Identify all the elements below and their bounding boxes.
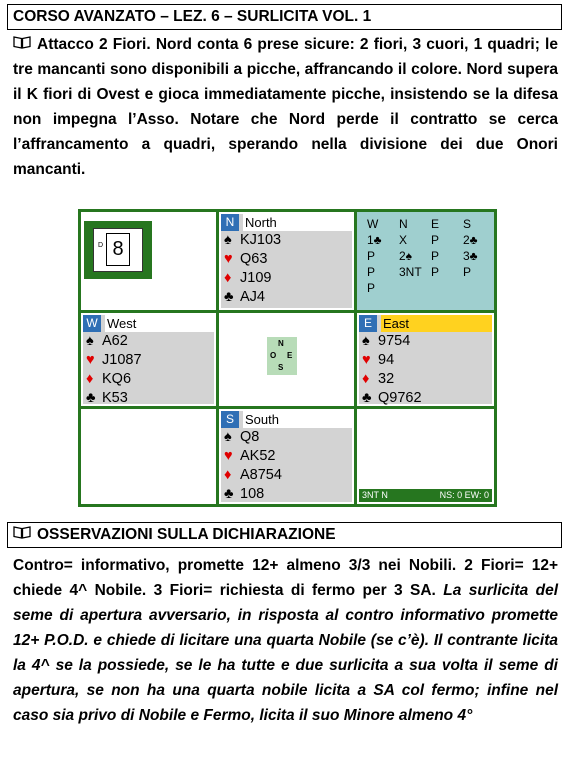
south-diamonds: ♦ A8754 (224, 467, 282, 483)
diamond-icon: ♦ (86, 371, 94, 387)
heart-icon: ♥ (362, 352, 371, 368)
north-clubs: ♣ AJ4 (224, 289, 265, 305)
north-position-badge: N (221, 214, 239, 231)
south-clubs: ♣ 108 (224, 486, 265, 502)
score-label: NS: 0 EW: 0 (439, 490, 489, 500)
open-book-icon (13, 523, 33, 547)
south-hand (221, 411, 352, 502)
south-spades: ♠ Q8 (224, 429, 260, 445)
north-hand-cell (219, 212, 354, 310)
south-hand-cell (219, 409, 354, 504)
east-name: East (381, 315, 492, 332)
east-hand-cell (357, 313, 494, 406)
diamond-icon: ♦ (224, 270, 232, 286)
contract-label: 3NT N (362, 490, 388, 500)
bidding-notes-italic: La surlicita del seme di apertura avversario, in risposta al contro informativo promette 12+ P.O.D. e chiede di licitare una quarta Nobile (se c’è). Il contrante licita la 4^ se la possiede, se le ha tutte e due surlicita a sua volta il seme di apertura, se non ha una quarta nobile licita a SA col fermo; infine nel caso sia privo di Nobile e Fermo, licita il suo Minore almeno 4° (13, 582, 559, 724)
north-name: North (243, 214, 352, 231)
heart-icon: ♥ (224, 448, 233, 464)
east-clubs: ♣ Q9762 (362, 390, 422, 406)
bidding-notes (13, 553, 558, 728)
south-hearts: ♥ AK52 (224, 448, 276, 464)
west-diamonds: ♦ KQ6 (86, 371, 132, 387)
club-icon: ♣ (362, 390, 372, 406)
club-icon: ♣ (224, 486, 234, 502)
lesson-title: CORSO AVANZATO – LEZ. 6 – SURLICITA VOL. 1 (13, 8, 372, 25)
diamond-icon: ♦ (224, 467, 232, 483)
bidding-row: P 2♠ P 3♣ (367, 249, 478, 263)
west-hand-cell (81, 313, 216, 406)
play-commentary (13, 32, 558, 182)
heart-icon: ♥ (224, 251, 233, 267)
east-diamonds: ♦ 32 (362, 371, 395, 387)
spade-icon: ♠ (86, 333, 94, 349)
bidding-table (361, 216, 489, 296)
west-hand (83, 315, 214, 404)
open-book-icon (13, 32, 33, 57)
board-info-cell (81, 212, 216, 310)
bidding-cell (357, 212, 494, 310)
club-icon: ♣ (86, 390, 96, 406)
club-icon: ♣ (224, 289, 234, 305)
south-position-badge: S (221, 411, 239, 428)
bidding-row: P (367, 281, 376, 295)
section-title: OSSERVAZIONI SULLA DICHIARAZIONE (37, 526, 336, 543)
bidding-row: 1♣ X P 2♣ (367, 233, 478, 247)
diamond-icon: ♦ (362, 371, 370, 387)
south-name: South (243, 411, 352, 428)
table-center-cell (219, 313, 354, 406)
east-spades: ♠ 9754 (362, 333, 411, 349)
lesson-title-bar (7, 4, 562, 30)
heart-icon: ♥ (86, 352, 95, 368)
board-number: 8 (106, 233, 130, 266)
contract-bar (359, 489, 492, 502)
north-spades: ♠ KJ103 (224, 232, 282, 248)
section-title-bar (7, 522, 562, 548)
north-hearts: ♥ Q63 (224, 251, 268, 267)
west-position-badge: W (83, 315, 101, 332)
west-hearts: ♥ J1087 (86, 352, 142, 368)
north-hand (221, 214, 352, 308)
bidding-row: P 3NT P P (367, 265, 472, 279)
west-name: West (105, 315, 214, 332)
east-position-badge: E (359, 315, 377, 332)
board-number-frame (84, 221, 152, 279)
bridge-deal-diagram (78, 209, 497, 507)
west-spades: ♠ A62 (86, 333, 128, 349)
east-hearts: ♥ 94 (362, 352, 395, 368)
dealer-indicator: D (98, 242, 104, 249)
east-hand (359, 315, 492, 404)
bidding-header-row: W N E S (367, 217, 472, 231)
north-diamonds: ♦ J109 (224, 270, 272, 286)
spade-icon: ♠ (362, 333, 370, 349)
contract-cell (357, 409, 494, 504)
west-clubs: ♣ K53 (86, 390, 128, 406)
compass-icon: N O E S (267, 337, 297, 375)
play-commentary-text: Attacco 2 Fiori. Nord conta 6 prese sicure: 2 fiori, 3 cuori, 1 quadri; le tre mancanti sono disponibili a picche, affrancando il colore. Nord supera il K fiori di Ovest e gioca immediatamente picche, insistendo se la difesa non impegna l’Asso. Notare che Nord perde il contratto se cerca l’affrancamento a quadri, sperando nella divisione dei due Onori mancanti. (13, 36, 558, 178)
spade-icon: ♠ (224, 429, 232, 445)
empty-corner-cell (81, 409, 216, 504)
spade-icon: ♠ (224, 232, 232, 248)
bidding-notes-plain: Contro= informativo, promette 12+ almeno 3/3 nei Nobili. 2 Fiori= 12+ chiede 4^ Nobile. 3 Fiori= richiesta di fermo per 3 SA. (13, 557, 558, 599)
